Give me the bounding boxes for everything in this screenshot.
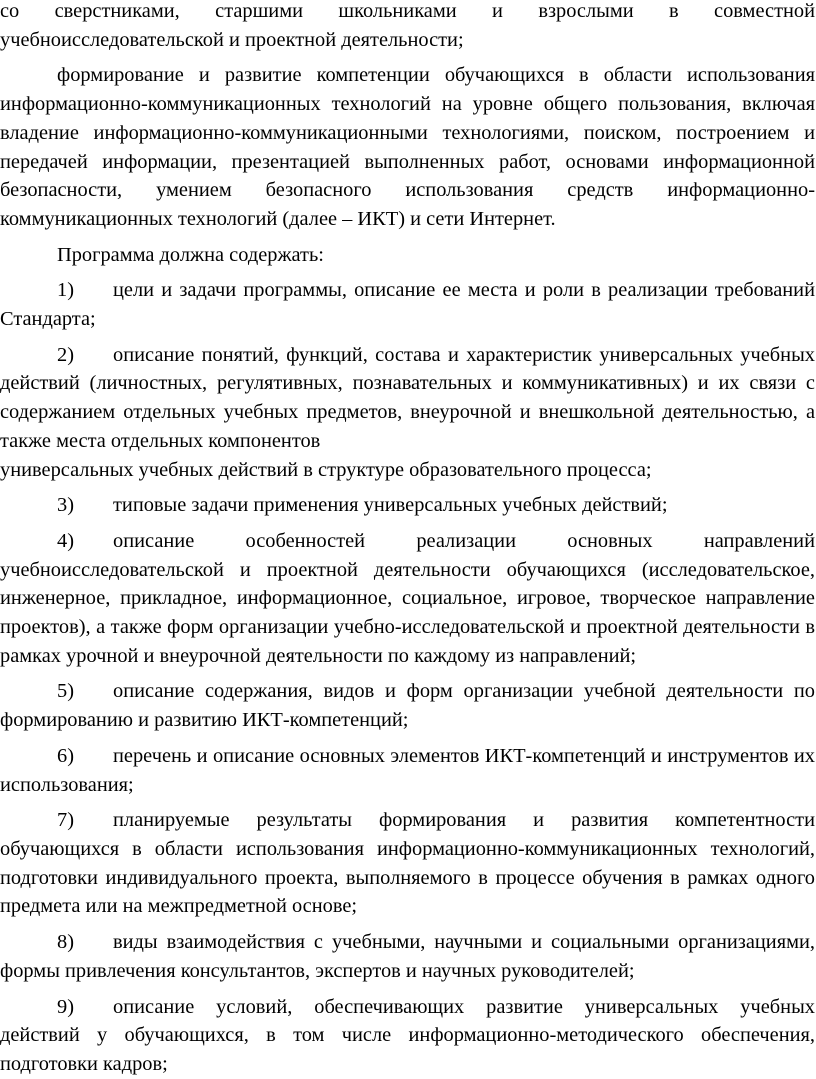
list-item-7	[0, 806, 815, 921]
list-item-number: 1)	[57, 279, 74, 302]
list-item-number: 3)	[57, 494, 74, 517]
list-item-6	[0, 742, 815, 799]
list-item-2-continuation: универсальных учебных действий в структуре образовательного процесса;	[0, 458, 652, 481]
list-item-text: описание содержания, видов и форм организации учебной деятельности по формированию и развитию ИКТ-компетенций;	[0, 680, 815, 732]
list-item-text: описание особенностей реализации основных направлений учебноисследовательской и проектной деятельности обучающихся (исследовательское, инженерное, прикладное, информационное, социальное, игровое, творческое направление проектов), а также форм организации учебно-исследовательской и проектной деятельности в рамках урочной и внеурочной деятельности по каждому из направлений;	[0, 529, 815, 667]
list-item-3	[0, 491, 815, 520]
list-item-number: 5)	[57, 680, 74, 703]
list-item-number: 4)	[57, 529, 74, 552]
list-item-2	[0, 341, 815, 456]
list-item-text: описание понятий, функций, состава и характеристик универсальных учебных действий (личностных, регулятивных, познавательных и коммуникативных) и их связи с содержанием отдельных учебных предметов, внеурочной и внешкольной деятельностью, а также места отдельных компонентов	[0, 343, 815, 452]
list-item-text: планируемые результаты формирования и развития компетентности обучающихся в области использования информационно-коммуникационных технологий, подготовки индивидуального проекта, выполняемого в процессе обучения в рамках одного предмета или на межпредметной основе;	[0, 809, 815, 918]
list-item-number: 6)	[57, 744, 74, 767]
list-item-9	[0, 993, 815, 1079]
list-item-text: описание условий, обеспечивающих развитие универсальных учебных действий у обучающихся, в том числе информационно-методического обеспечения, подготовки кадров;	[0, 995, 815, 1075]
list-item-1	[0, 276, 815, 333]
list-item-4	[0, 527, 815, 671]
list-item-text: цели и задачи программы, описание ее места и роли в реализации требований Стандарта;	[0, 279, 815, 331]
list-item-text: типовые задачи применения универсальных учебных действий;	[113, 494, 668, 517]
list-item-number: 8)	[57, 931, 74, 954]
list-item-number: 7)	[57, 809, 74, 832]
continuation-paragraph: со сверстниками, старшими школьниками и взрослыми в совместной учебноисследовательской и проектной деятельности;	[0, 0, 815, 51]
list-item-text: перечень и описание основных элементов ИКТ-компетенций и инструментов их использования;	[0, 744, 815, 796]
program-intro: Программа должна содержать:	[57, 243, 324, 266]
list-item-number: 9)	[57, 995, 74, 1018]
list-item-8	[0, 928, 815, 985]
competence-paragraph: формирование и развитие компетенции обучающихся в области использования информационно-коммуникационных технологий на уровне общего пользования, включая владение информационно-коммуникационными технологиями, поиском, построением и передачей информации, презентацией выполненных работ, основами информационной безопасности, умением безопасного использования средств информационно-коммуникационных технологий (далее – ИКТ) и сети Интернет.	[0, 64, 815, 230]
list-item-5	[0, 677, 815, 734]
list-item-text: виды взаимодействия с учебными, научными и социальными организациями, формы привлечения консультантов, экспертов и научных руководителей;	[0, 931, 815, 982]
list-item-number: 2)	[57, 343, 74, 366]
